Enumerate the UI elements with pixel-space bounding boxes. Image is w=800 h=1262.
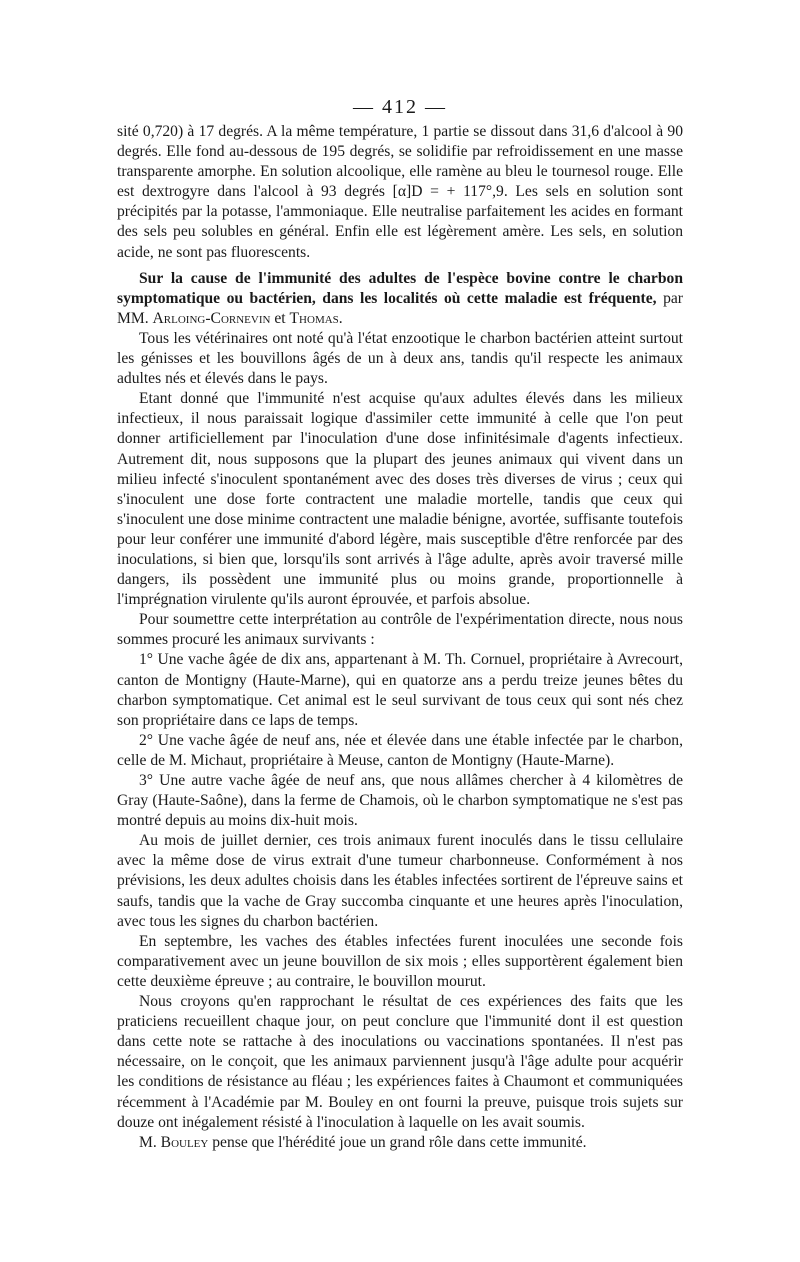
list-item: 3° Une autre vache âgée de neuf ans, que nous allâmes chercher à 4 kilomètres de Gray (Haute-Saône), dans la ferme de Chamois, où le charbon symptomatique ne s'est pas montré depuis au moins dix-huit mois. <box>117 772 683 830</box>
list-item: 1° Une vache âgée de dix ans, appartenant à M. Th. Cornuel, propriétaire à Avrecourt, canton de Montigny (Haute-Marne), qui en quatorze ans a perdu treize jeunes bêtes du charbon symptomatique. Cet animal est le seul survivant de tous ceux qui sont nés chez son propriétaire dans ce laps de temps. <box>117 651 683 729</box>
article-heading <box>117 269 683 329</box>
page-body <box>117 122 683 1153</box>
article-title: Sur la cause de l'immunité des adultes de l'espèce bovine contre le charbon symptomatique ou bactérien, dans les localités où cette maladie est fréquente, <box>117 269 683 307</box>
paragraph-final: M. Bouley pense que l'hérédité joue un grand rôle dans cette immunité. <box>139 1133 587 1151</box>
paragraph-continuation: sité 0,720) à 17 degrés. A la même température, 1 partie se dissout dans 31,6 d'alcool à 90 degrés. Elle fond au-dessous de 195 degrés, se solidifie par refroidissement en une masse transparente amorphe. En solution alcoolique, elle ramène au bleu le tournesol rouge. Elle est dextrogyre dans l'alcool à 93 degrés [α]D = + 117°,9. Les sels en solution sont précipités par la potasse, l'ammoniaque. Elle neutralise parfaitement les acides en formant des sels peu solubles en général. Enfin elle est légèrement amère. Les sels, en solution acide, ne sont pas fluorescents. <box>117 123 683 261</box>
speaker-name: M. Bouley <box>139 1133 209 1151</box>
page-number: — 412 — <box>353 96 447 118</box>
paragraph: Au mois de juillet dernier, ces trois animaux furent inoculés dans le tissu cellulaire avec la même dose de virus extrait d'une tumeur charbonneuse. Conformément à nos prévisions, les deux adultes choisis dans les étables infectées sortirent de l'épreuve sains et saufs, tandis que la vache de Gray succomba cinquante et une heures après l'inoculation, avec tous les signes du charbon bactérien. <box>117 832 683 930</box>
author-thomas: Thomas. <box>289 309 343 327</box>
list-item: 2° Une vache âgée de neuf ans, née et élevée dans une étable infectée par le charbon, celle de M. Michaut, propriétaire à Meuse, canton de Montigny (Haute-Marne). <box>117 731 683 769</box>
author-arloing-cornevin: Arloing-Cornevin <box>152 309 271 327</box>
paragraph: En septembre, les vaches des étables infectées furent inoculées une seconde fois comparativement avec un jeune bouvillon de six mois ; elles supportèrent également bien cette deuxième épreuve ; au contraire, le bouvillon mourut. <box>117 932 683 990</box>
article-authors: par MM. Arloing-Cornevin et Thomas. <box>117 289 683 327</box>
paragraph: Tous les vétérinaires ont noté qu'à l'état enzootique le charbon bactérien atteint surtout les génisses et les bouvillons âgés de un à deux ans, tandis qu'il respecte les animaux adultes nés et élevés dans le pays. <box>117 329 683 388</box>
paragraph: Etant donné que l'immunité n'est acquise qu'aux adultes élevés dans les milieux infectieux, il nous paraissait logique d'assimiler cette immunité à celle que l'on peut donner artificiellement par l'inoculation d'une dose infinitésimale d'agents infectieux. Autrement dit, nous supposons que la plupart des jeunes animaux qui vivent dans un milieu infecté s'inoculent spontanément avec des doses très diverses de virus ; ceux qui s'inoculent une dose forte contractent une maladie mortelle, tandis que ceux qui s'inoculent une dose minime contractent une maladie bénigne, avortée, suffisante toutefois pour leur conférer une immunité d'abord légère, mais susceptible d'être renforcée par des inoculations, si bien que, lorsqu'ils sont arrivés à l'âge adulte, après avoir traversé mille dangers, ils possèdent une immunité plus ou moins grande, proportionnelle à l'imprégnation virulente qu'ils auront éprouvée, et parfois absolue. <box>117 390 683 609</box>
paragraph: Nous croyons qu'en rapprochant le résultat de ces expériences des faits que les praticiens recueillent chaque jour, on peut conclure que l'immunité dont il est question dans cette note se rattache à des inoculations ou vaccinations spontanées. Il n'est pas nécessaire, on le conçoit, que les animaux parviennent jusqu'à l'âge adulte pour acquérir les conditions de résistance au fléau ; les expériences faites à Chaumont et communiquées récemment à l'Académie par M. Bouley en ont fourni la preuve, puisque trois sujets sur douze ont inégalement résisté à l'inoculation à laquelle on les avait soumis. <box>117 993 683 1131</box>
paragraph: Pour soumettre cette interprétation au contrôle de l'expérimentation directe, nous nous sommes procuré les animaux survivants : <box>117 611 683 649</box>
